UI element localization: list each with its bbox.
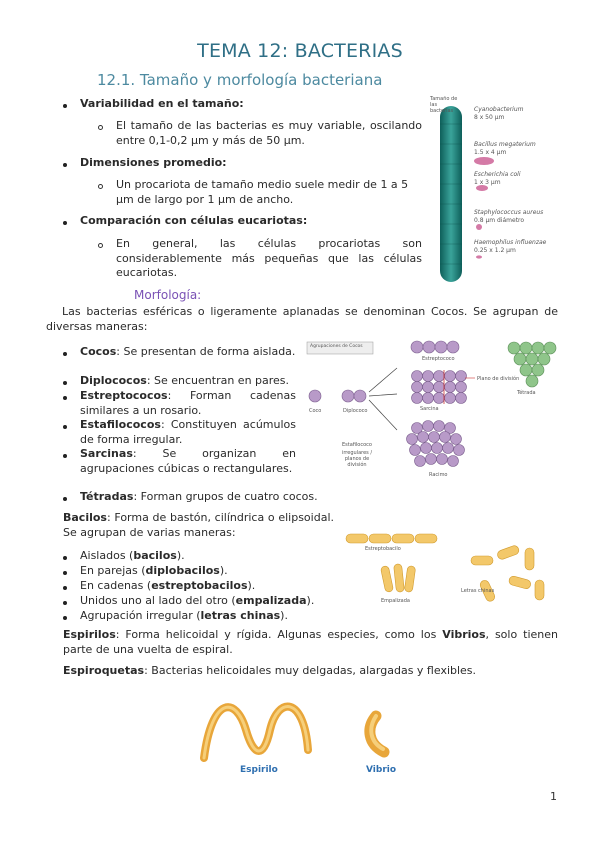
bacilos-paragraph	[63, 511, 334, 540]
species-size-2: 1.5 x 4 µm	[474, 149, 507, 156]
post: ).	[306, 594, 315, 607]
desc: : Se presentan de forma aislada.	[116, 345, 296, 358]
size-heading-3: Comparación con células eucariotas:	[80, 214, 308, 227]
bullet	[63, 221, 67, 225]
term: bacilos	[133, 549, 177, 562]
page-number: 1	[550, 790, 557, 803]
list-item	[80, 549, 185, 564]
term: letras chinas	[200, 609, 281, 622]
list-item	[80, 418, 296, 447]
desc: : Forman grupos de cuatro cocos.	[133, 490, 318, 503]
pre: Aislados (	[80, 549, 134, 562]
bullet	[63, 601, 67, 605]
species-size-4: 0.8 µm diámetro	[474, 217, 525, 224]
bullet	[63, 396, 67, 400]
term: Espiroquetas	[63, 664, 145, 677]
desc: : Bacterias helicoidales muy delgadas, alargadas y flexibles.	[144, 664, 477, 677]
pre: En cadenas (	[80, 579, 152, 592]
term: Cocos	[80, 345, 117, 358]
size-figure-caption: Tamaño de las bacterias	[430, 96, 458, 114]
page-title: TEMA 12: BACTERIAS	[197, 40, 403, 62]
cyanobacterium-shape	[440, 106, 462, 282]
list-item	[80, 345, 296, 360]
vibrio-label: Vibrio	[366, 765, 397, 775]
espirilo-label: Espirilo	[240, 765, 278, 775]
term: estreptobacilos	[151, 579, 248, 592]
letras-chinas-label: Letras chinas	[461, 588, 495, 594]
post: ).	[176, 549, 185, 562]
list-item	[80, 374, 296, 389]
bullet	[63, 425, 67, 429]
sub-bullet	[98, 184, 103, 189]
cocci-groupings-figure	[305, 338, 560, 486]
bullet	[63, 497, 67, 501]
term: Estreptococos	[80, 389, 168, 402]
species-name-2: Bacillus megaterium	[474, 141, 536, 148]
species-size-3: 1 x 3 µm	[474, 179, 501, 186]
bullet	[63, 104, 67, 108]
species-name-3: Escherichia coli	[474, 171, 521, 178]
size-heading-1: Variabilidad en el tamaño:	[80, 97, 244, 110]
morphology-intro: Las bacterias esféricas o ligeramente aplanadas se denominan Cocos. Se agrupan de diversas maneras:	[46, 305, 558, 333]
list-item	[80, 490, 340, 505]
term: Vibrios	[442, 628, 486, 641]
term: Estafilococos	[80, 418, 161, 431]
staph-shape	[476, 224, 482, 230]
haemophilus-shape	[476, 255, 482, 258]
racimo-label: Racimo	[429, 472, 448, 478]
bullet	[63, 454, 67, 458]
morphology-heading: Morfología:	[134, 288, 202, 302]
post: ).	[247, 579, 256, 592]
sarcina-label: Sarcina	[420, 406, 439, 412]
empalizada-label: Empalizada	[381, 598, 410, 604]
sub-bullet	[98, 125, 103, 130]
irregular-label: irregulares / planos de división	[341, 450, 373, 468]
size-detail-2: Un procariota de tamaño medio suele medir de 1 a 5 µm de largo por 1 µm de ancho.	[116, 178, 409, 206]
bacteria-size-figure	[428, 94, 558, 289]
desc: : Forma de bastón, cilíndrica o elipsoidal. Se agrupan de varias maneras:	[63, 511, 334, 539]
list-item	[80, 564, 228, 579]
list-item	[80, 609, 288, 624]
spiral-bacteria-figure	[190, 688, 412, 784]
desc: : Se encuentran en pares.	[146, 374, 290, 387]
species-name-4: Staphylococcus aureus	[474, 209, 544, 216]
estafilococo-label: Estafilococo	[341, 442, 372, 448]
size-heading-2: Dimensiones promedio:	[80, 156, 227, 169]
post: ).	[219, 564, 228, 577]
diplococo-label: Diplococo	[343, 408, 368, 414]
list-item	[80, 579, 255, 594]
bullet	[63, 616, 67, 620]
cocci-box-label: Agrupaciones de Cocos	[310, 344, 363, 349]
species-size-5: 0.25 x 1.2 µm	[474, 247, 516, 254]
sub-bullet	[98, 243, 103, 248]
espiroquetas-paragraph	[63, 664, 558, 679]
species-size-1: 8 x 50 µm	[474, 114, 505, 121]
term: diplobacilos	[145, 564, 220, 577]
coco-label: Coco	[309, 408, 322, 414]
term: Diplococos	[80, 374, 147, 387]
bullet	[63, 556, 67, 560]
term: Tétradas	[80, 490, 134, 503]
desc: : Forman cadenas similares a un rosario.	[80, 389, 296, 417]
species-name-1: Cyanobacterium	[474, 106, 524, 113]
bacillus-megaterium-shape	[474, 157, 494, 165]
estreptobacilo-label: Estreptobacilo	[365, 546, 401, 552]
pre: Agrupación irregular (	[80, 609, 201, 622]
term: Sarcinas	[80, 447, 133, 460]
term: Bacilos	[63, 511, 107, 524]
list-item	[80, 389, 296, 418]
post: ).	[280, 609, 288, 622]
term: Espirilos	[63, 628, 116, 641]
desc: : Se organizan en agrupaciones cúbicas o rectangulares.	[80, 447, 296, 475]
desc: , solo tienen parte de una vuelta de espiral.	[63, 628, 558, 656]
size-detail-3: En general, las células procariotas son considerablemente más pequeñas que las células eucariotas.	[116, 237, 422, 279]
desc: : Forma helicoidal y rígida. Algunas especies, como los	[115, 628, 443, 641]
section-subtitle: 12.1. Tamaño y morfología bacteriana	[97, 71, 383, 89]
list-item	[80, 447, 296, 476]
espirilos-paragraph	[63, 628, 558, 657]
tetrada-label: Tétrada	[517, 390, 536, 396]
term: empalizada	[235, 594, 307, 607]
estreptococo-label: Estreptococo	[422, 356, 455, 362]
bullet	[63, 586, 67, 590]
species-name-5: Haemophilus influenzae	[474, 239, 547, 246]
pre: En parejas (	[80, 564, 146, 577]
bullet	[63, 163, 67, 167]
plane-label: Plano de división	[477, 376, 520, 382]
size-detail-1: El tamaño de las bacterias es muy variable, oscilando entre 0,1-0,2 µm y más de 50 µm.	[116, 119, 422, 147]
bullet	[63, 352, 67, 356]
bullet	[63, 381, 67, 385]
bullet	[63, 571, 67, 575]
bacilli-groupings-figure	[343, 520, 558, 622]
list-item	[80, 594, 314, 609]
desc: : Constituyen acúmulos de forma irregular.	[80, 418, 296, 446]
pre: Unidos uno al lado del otro (	[80, 594, 236, 607]
